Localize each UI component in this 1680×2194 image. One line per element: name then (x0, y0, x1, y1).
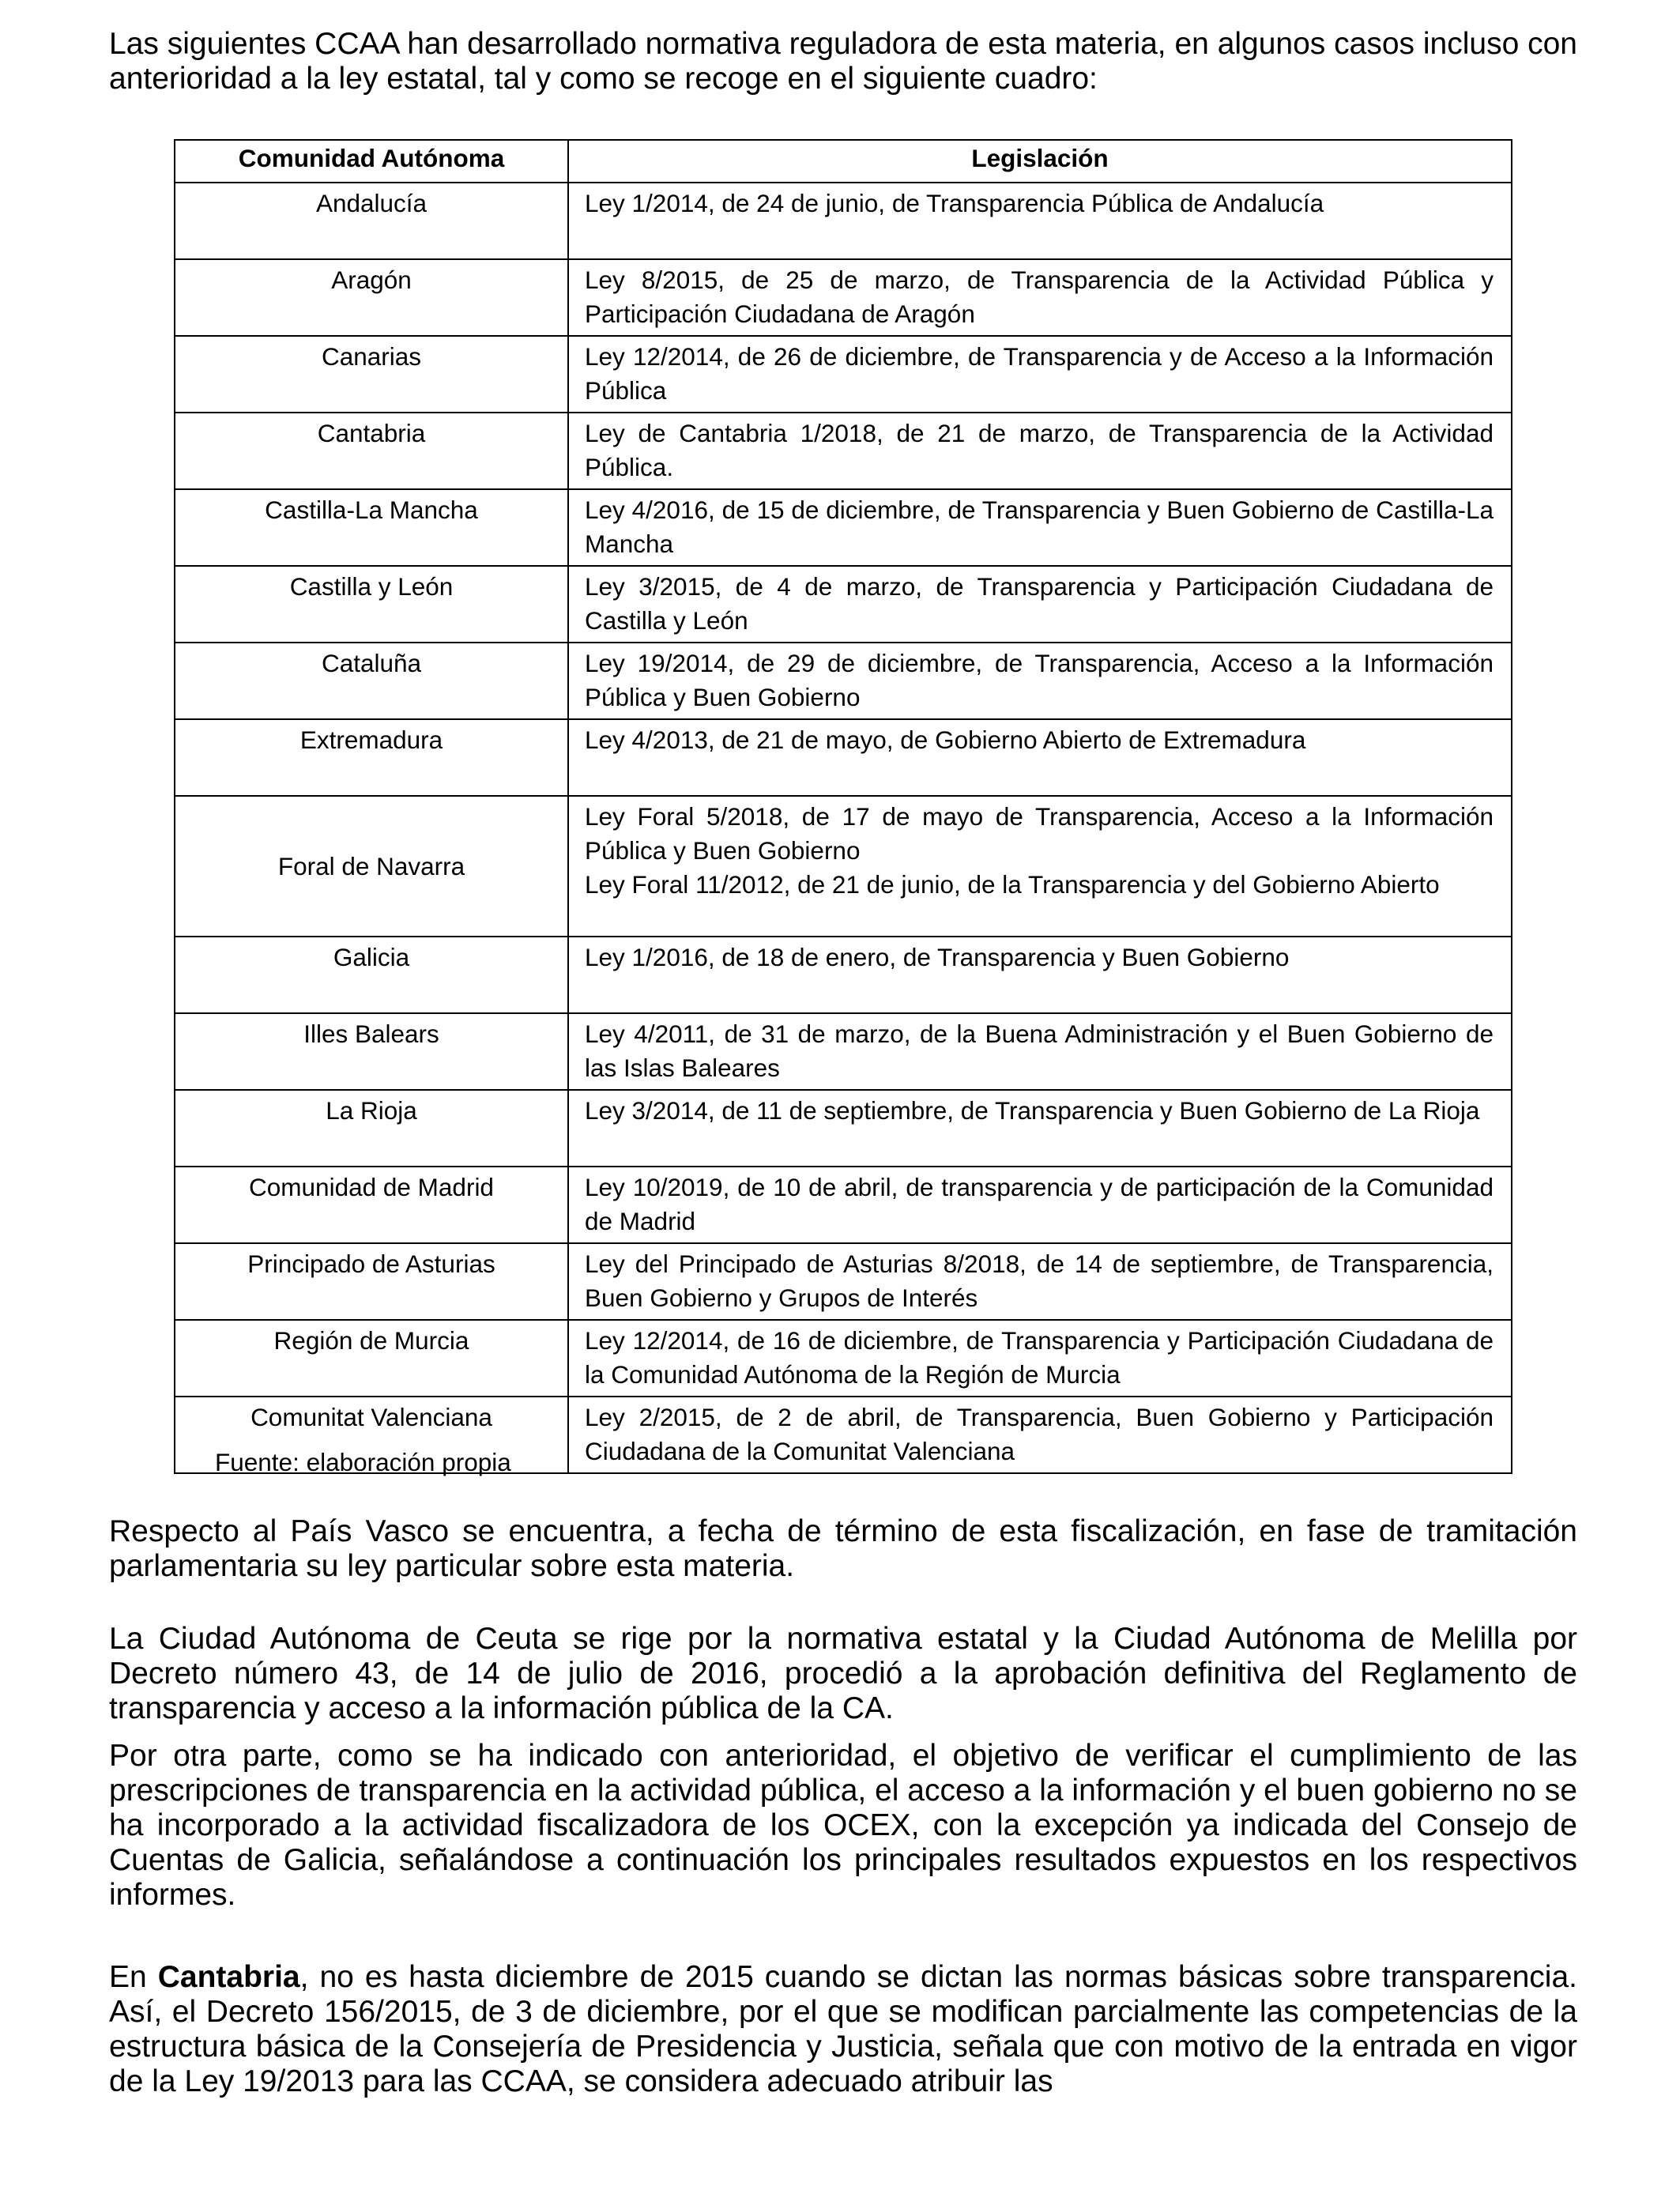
ccaa-legislation-table (174, 139, 1512, 1474)
header-legislation: Legislación (568, 140, 1512, 183)
region-cell: La Rioja (175, 1090, 568, 1167)
cantabria-bold-term: Cantabria (157, 1960, 300, 1994)
law-cell (568, 1397, 1512, 1473)
law-text: Ley 12/2014, de 16 de diciembre, de Transparencia y Participación Ciudadana de la Comunidad Autónoma de la Región de Murcia (585, 1326, 1494, 1389)
law-cell (568, 643, 1512, 719)
law-text: Ley 12/2014, de 26 de diciembre, de Transparencia y de Acceso a la Información Pública (585, 342, 1494, 405)
region-cell: Extremadura (175, 719, 568, 796)
region-cell: Foral de Navarra (175, 796, 568, 937)
table-row (175, 937, 1512, 1013)
header-region: Comunidad Autónoma (175, 140, 568, 183)
region-cell: Galicia (175, 937, 568, 1013)
region-cell: Andalucía (175, 183, 568, 259)
law-cell (568, 719, 1512, 796)
table-row (175, 1320, 1512, 1397)
ocex-paragraph: Por otra parte, como se ha indicado con anterioridad, el objetivo de verificar el cumplimiento de las prescripciones de transparencia en la actividad pública, el acceso a la información y el buen gobierno no se ha incorporado a la actividad fiscalizadora de los OCEX, con la excepción ya indicada del Consejo de Cuentas de Galicia, señalándose a continuación los principales resultados expuestos en los respectivos informes. (109, 1739, 1577, 1912)
law-cell (568, 336, 1512, 413)
law-text: Ley 8/2015, de 25 de marzo, de Transparencia de la Actividad Pública y Participación Ciudadana de Aragón (585, 266, 1494, 328)
table-source-note: Fuente: elaboración propia (215, 1448, 511, 1476)
table-row (175, 1090, 1512, 1167)
law-cell (568, 183, 1512, 259)
table-row (175, 259, 1512, 336)
law-cell (568, 1243, 1512, 1320)
region-cell: Illes Balears (175, 1013, 568, 1090)
law-text: Ley 3/2015, de 4 de marzo, de Transparencia y Participación Ciudadana de Castilla y León (585, 572, 1494, 635)
region-cell: Castilla-La Mancha (175, 489, 568, 566)
region-cell: Comunitat Valenciana (175, 1397, 568, 1473)
law-text: Ley Foral 5/2018, de 17 de mayo de Transparencia, Acceso a la Información Pública y Buen Gobierno (585, 802, 1494, 865)
region-cell: Canarias (175, 336, 568, 413)
table-row (175, 796, 1512, 937)
law-cell (568, 1090, 1512, 1167)
law-text: Ley Foral 11/2012, de 21 de junio, de la Transparencia y del Gobierno Abierto (585, 870, 1440, 899)
law-cell (568, 259, 1512, 336)
region-cell: Comunidad de Madrid (175, 1167, 568, 1243)
table-row (175, 719, 1512, 796)
law-cell (568, 796, 1512, 937)
law-cell (568, 489, 1512, 566)
table-row (175, 1243, 1512, 1320)
law-text: Ley del Principado de Asturias 8/2018, de 14 de septiembre, de Transparencia, Buen Gobierno y Grupos de Interés (585, 1250, 1494, 1312)
table-row (175, 413, 1512, 489)
table-header-row (175, 140, 1512, 183)
table-row (175, 566, 1512, 643)
law-text: Ley 4/2016, de 15 de diciembre, de Transparencia y Buen Gobierno de Castilla-La Mancha (585, 496, 1494, 558)
region-cell: Región de Murcia (175, 1320, 568, 1397)
region-cell: Aragón (175, 259, 568, 336)
cantabria-lead: En (109, 1960, 158, 1994)
law-cell (568, 566, 1512, 643)
law-text: Ley 2/2015, de 2 de abril, de Transparencia, Buen Gobierno y Participación Ciudadana de la Comunitat Valenciana (585, 1403, 1494, 1465)
law-text: Ley 19/2014, de 29 de diciembre, de Transparencia, Acceso a la Información Pública y Buen Gobierno (585, 649, 1494, 711)
pais-vasco-paragraph: Respecto al País Vasco se encuentra, a fecha de término de esta fiscalización, en fase de tramitación parlamentaria su ley particular sobre esta materia. (109, 1514, 1577, 1583)
region-cell: Castilla y León (175, 566, 568, 643)
intro-paragraph: Las siguientes CCAA han desarrollado normativa reguladora de esta materia, en algunos casos incluso con anterioridad a la ley estatal, tal y como se recoge en el siguiente cuadro: (109, 27, 1577, 96)
law-text: Ley de Cantabria 1/2018, de 21 de marzo, de Transparencia de la Actividad Pública. (585, 419, 1494, 481)
law-text: Ley 10/2019, de 10 de abril, de transparencia y de participación de la Comunidad de Madrid (585, 1173, 1494, 1235)
table-row (175, 183, 1512, 259)
law-text: Ley 1/2016, de 18 de enero, de Transparencia y Buen Gobierno (585, 943, 1290, 971)
law-text: Ley 1/2014, de 24 de junio, de Transparencia Pública de Andalucía (585, 189, 1324, 217)
region-cell: Principado de Asturias (175, 1243, 568, 1320)
law-text: Ley 4/2011, de 31 de marzo, de la Buena Administración y el Buen Gobierno de las Islas Baleares (585, 1020, 1494, 1082)
cantabria-paragraph (109, 1960, 1577, 2099)
law-text: Ley 3/2014, de 11 de septiembre, de Transparencia y Buen Gobierno de La Rioja (585, 1096, 1480, 1125)
table-row (175, 1013, 1512, 1090)
cantabria-rest: , no es hasta diciembre de 2015 cuando se dictan las normas básicas sobre transparencia. Así, el Decreto 156/2015, de 3 de diciembre, por el que se modifican parcialmente las competencias de la estructura básica de la Consejería de Presidencia y Justicia, señala que con motivo de la entrada en vigor de la Ley 19/2013 para las CCAA, se considera adecuado atribuir las (109, 1960, 1577, 2098)
ceuta-melilla-paragraph: La Ciudad Autónoma de Ceuta se rige por la normativa estatal y la Ciudad Autónoma de Melilla por Decreto número 43, de 14 de julio de 2016, procedió a la aprobación definitiva del Reglamento de transparencia y acceso a la información pública de la CA. (109, 1622, 1577, 1725)
region-cell: Cataluña (175, 643, 568, 719)
law-cell (568, 413, 1512, 489)
table-row (175, 1167, 1512, 1243)
region-cell: Cantabria (175, 413, 568, 489)
law-cell (568, 937, 1512, 1013)
law-text: Ley 4/2013, de 21 de mayo, de Gobierno Abierto de Extremadura (585, 726, 1306, 754)
table-row (175, 336, 1512, 413)
table-row (175, 489, 1512, 566)
law-cell (568, 1320, 1512, 1397)
law-cell (568, 1013, 1512, 1090)
table-row (175, 643, 1512, 719)
law-cell (568, 1167, 1512, 1243)
